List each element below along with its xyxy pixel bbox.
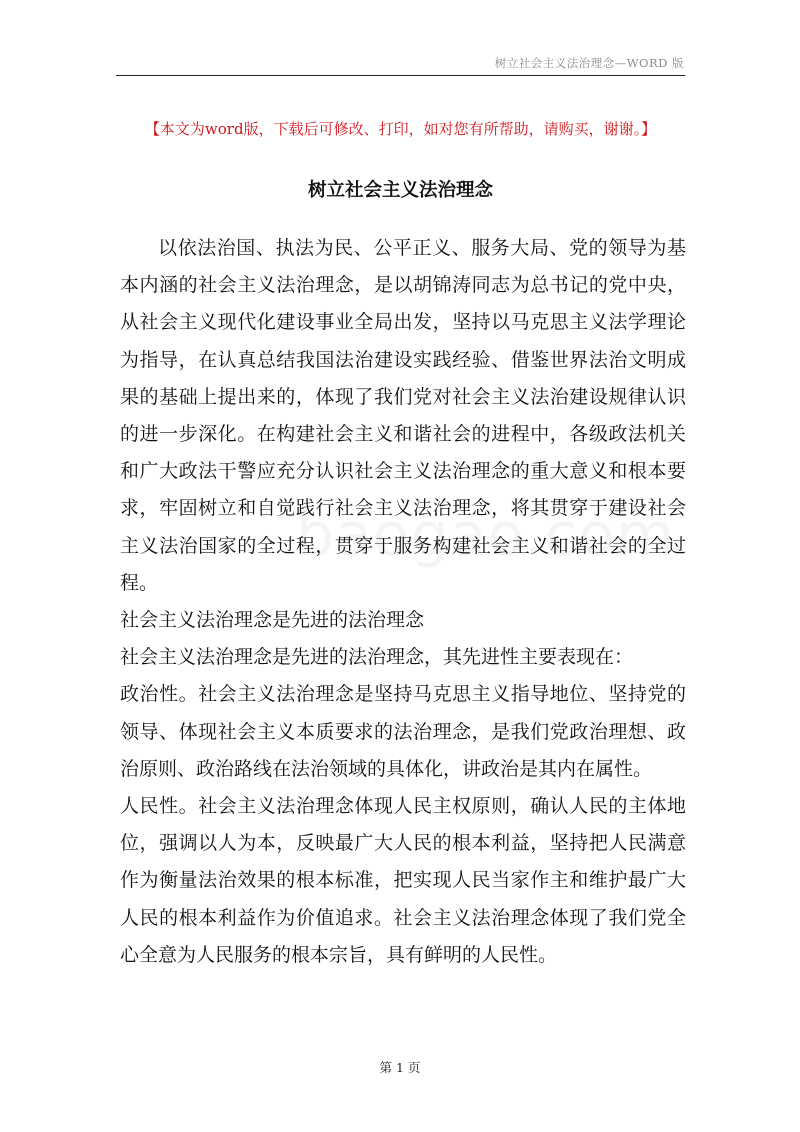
paragraph-people: 人民性。社会主义法治理念体现人民主权原则，确认人民的主体地位，强调以人为本，反映最广大人民的根本利益，坚持把人民满意作为衡量法治效果的根本标准，把实现人民当家作主和维护最广大人民的根本利益作为价值追求。社会主义法治理念体现了我们党全心全意为人民服务的根本宗旨，具有鲜明的人民性。 <box>120 795 686 966</box>
running-header: 树立社会主义法治理念—WORD 版 <box>494 56 684 70</box>
document-title: 树立社会主义法治理念 <box>307 180 493 201</box>
paragraph-lead: 社会主义法治理念是先进的法治理念，其先进性主要表现在： <box>120 646 634 669</box>
page-number: 第 1 页 <box>379 1060 421 1075</box>
header-divider <box>116 75 685 76</box>
paragraph-political: 政治性。社会主义法治理念是坚持马克思主义指导地位、坚持党的领导、体现社会主义本质要求的法治理念，是我们党政治理想、政治原则、政治路线在法治领域的具体化，讲政治是其内在属性。 <box>120 683 686 780</box>
paragraph-intro: 以依法治国、执法为民、公平正义、服务大局、党的领导为基本内涵的社会主义法治理念，是以胡锦涛同志为总书记的党中央，从社会主义现代化建设事业全局出发，坚持以马克思主义法学理论为指导，在认真总结我国法治建设实践经验、借鉴世界法治文明成果的基础上提出来的，体现了我们党对社会主义法治建设规律认识的进一步深化。在构建社会主义和谐社会的进程中，各级政法机关和广大政法干警应充分认识社会主义法治理念的重大意义和根本要求，牢固树立和自觉践行社会主义法治理念，将其贯穿于建设社会主义法治国家的全过程，贯穿于服务构建社会主义和谐社会的全过程。 <box>120 237 686 594</box>
section-heading: 社会主义法治理念是先进的法治理念 <box>120 609 425 632</box>
download-notice: 【本文为word版，下载后可修改、打印，如对您有所帮助，请购买，谢谢。】 <box>144 120 657 138</box>
document-body <box>120 230 686 974</box>
